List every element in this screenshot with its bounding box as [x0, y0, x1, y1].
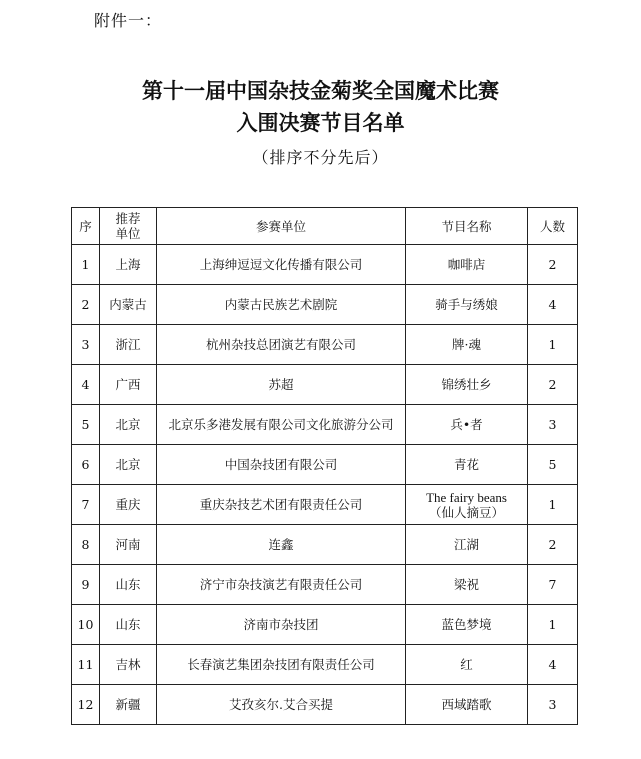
cell-program — [406, 605, 528, 645]
finalist-table — [71, 207, 578, 725]
cell-unit: 吉林 — [100, 645, 157, 685]
table-header-row — [72, 208, 578, 245]
cell-no: 1 — [72, 245, 100, 285]
table-row — [72, 685, 578, 725]
cell-program — [406, 365, 528, 405]
cell-no: 8 — [72, 525, 100, 565]
cell-unit: 河南 — [100, 525, 157, 565]
cell-count: 7 — [528, 565, 578, 605]
cell-org: 内蒙古民族艺术剧院 — [157, 285, 406, 325]
program-name: 骑手与绣娘 — [435, 297, 498, 312]
cell-org: 上海绅逗逗文化传播有限公司 — [157, 245, 406, 285]
cell-count: 4 — [528, 645, 578, 685]
cell-org: 长春演艺集团杂技团有限责任公司 — [157, 645, 406, 685]
table-row — [72, 525, 578, 565]
program-name: 西域踏歌 — [441, 697, 492, 712]
table-row — [72, 285, 578, 325]
cell-unit: 山东 — [100, 605, 157, 645]
cell-org: 重庆杂技艺术团有限责任公司 — [157, 485, 406, 525]
table-body — [72, 245, 578, 725]
cell-org: 中国杂技团有限公司 — [157, 445, 406, 485]
document-title-line2: 入围决赛节目名单 — [236, 110, 405, 135]
cell-no: 6 — [72, 445, 100, 485]
program-name: 江湖 — [453, 537, 479, 552]
cell-org: 杭州杂技总团演艺有限公司 — [157, 325, 406, 365]
cell-no: 3 — [72, 325, 100, 365]
table-row — [72, 405, 578, 445]
cell-org: 连鑫 — [157, 525, 406, 565]
cell-org: 艾孜亥尔.艾合买提 — [157, 685, 406, 725]
cell-unit: 广西 — [100, 365, 157, 405]
cell-unit: 北京 — [100, 445, 157, 485]
cell-program — [406, 485, 528, 525]
cell-count: 2 — [528, 245, 578, 285]
table-row — [72, 245, 578, 285]
cell-unit: 北京 — [100, 405, 157, 445]
cell-program — [406, 325, 528, 365]
cell-no: 9 — [72, 565, 100, 605]
document-subtitle: （排序不分先后） — [252, 148, 389, 167]
cell-no: 4 — [72, 365, 100, 405]
header-unit-line2: 单位 — [115, 226, 141, 241]
cell-org: 北京乐多港发展有限公司文化旅游分公司 — [157, 405, 406, 445]
cell-program — [406, 405, 528, 445]
header-no: 序 — [72, 208, 100, 245]
cell-org: 苏超 — [157, 365, 406, 405]
cell-count: 3 — [528, 405, 578, 445]
cell-program — [406, 685, 528, 725]
cell-count: 2 — [528, 365, 578, 405]
table-row — [72, 605, 578, 645]
program-name: 锦绣壮乡 — [441, 377, 492, 392]
cell-unit: 重庆 — [100, 485, 157, 525]
cell-program — [406, 245, 528, 285]
cell-org: 济宁市杂技演艺有限责任公司 — [157, 565, 406, 605]
cell-no: 11 — [72, 645, 100, 685]
cell-program — [406, 525, 528, 565]
cell-no: 10 — [72, 605, 100, 645]
program-name: 兵•者 — [450, 417, 483, 432]
table-row — [72, 565, 578, 605]
cell-program — [406, 645, 528, 685]
table-row — [72, 645, 578, 685]
cell-unit: 上海 — [100, 245, 157, 285]
cell-unit: 浙江 — [100, 325, 157, 365]
cell-no: 5 — [72, 405, 100, 445]
cell-count: 3 — [528, 685, 578, 725]
cell-count: 1 — [528, 605, 578, 645]
table-row — [72, 445, 578, 485]
header-program: 节目名称 — [406, 208, 528, 245]
cell-program — [406, 285, 528, 325]
cell-count: 1 — [528, 485, 578, 525]
table-row — [72, 325, 578, 365]
cell-count: 4 — [528, 285, 578, 325]
cell-program — [406, 565, 528, 605]
program-name: The fairy beans — [426, 489, 507, 505]
header-unit-line1: 推荐 — [115, 211, 141, 226]
cell-count: 5 — [528, 445, 578, 485]
cell-org: 济南市杂技团 — [157, 605, 406, 645]
header-org: 参赛单位 — [157, 208, 406, 245]
cell-no: 2 — [72, 285, 100, 325]
table-row — [72, 485, 578, 525]
program-name: 牌·魂 — [452, 337, 481, 352]
cell-unit: 山东 — [100, 565, 157, 605]
table-row — [72, 365, 578, 405]
cell-unit: 内蒙古 — [100, 285, 157, 325]
program-name: 青花 — [453, 457, 479, 472]
cell-no: 7 — [72, 485, 100, 525]
document-title-line1: 第十一届中国杂技金菊奖全国魔术比赛 — [142, 78, 499, 103]
cell-no: 12 — [72, 685, 100, 725]
attachment-label: 附件一： — [94, 11, 163, 30]
program-name: 梁祝 — [453, 577, 479, 592]
program-name: 蓝色梦境 — [441, 617, 492, 632]
cell-program — [406, 445, 528, 485]
cell-count: 2 — [528, 525, 578, 565]
program-name-line2: （仙人摘豆） — [428, 504, 504, 520]
program-name: 咖啡店 — [447, 257, 486, 272]
cell-unit: 新疆 — [100, 685, 157, 725]
header-unit — [100, 208, 157, 245]
cell-count: 1 — [528, 325, 578, 365]
header-count: 人数 — [528, 208, 578, 245]
program-name: 红 — [460, 657, 473, 672]
